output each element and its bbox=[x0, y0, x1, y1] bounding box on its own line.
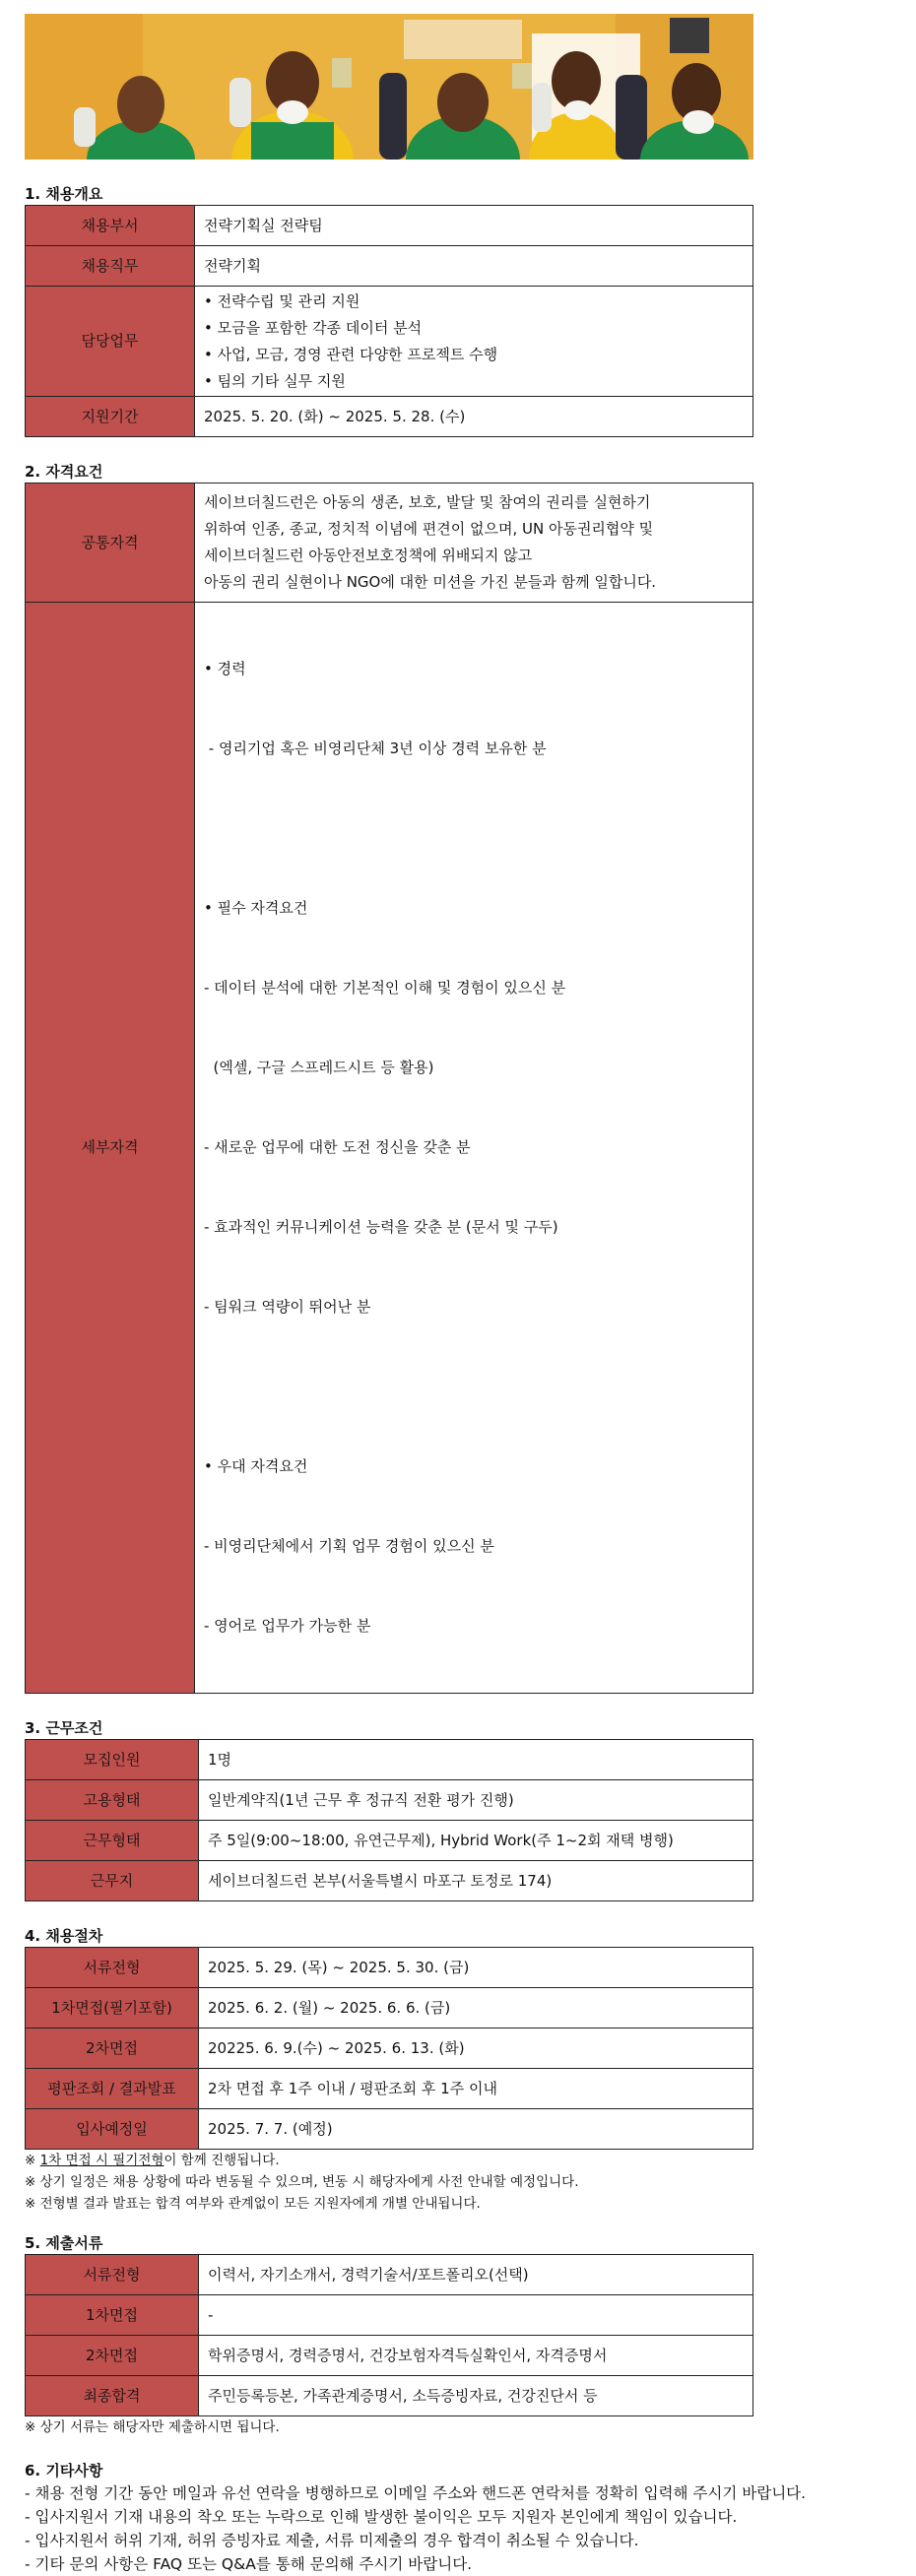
row-label: 채용부서 bbox=[26, 206, 195, 246]
row-label: 모집인원 bbox=[26, 1740, 199, 1780]
row-label: 채용직무 bbox=[26, 246, 195, 287]
list-item: • 팀의 기타 실무 지원 bbox=[204, 371, 346, 390]
common-text bbox=[195, 483, 753, 603]
table-row bbox=[26, 206, 753, 246]
row-label: 1차면접(필기포함) bbox=[26, 1988, 199, 2029]
section-title-conditions: 3. 근무조건 bbox=[25, 1719, 103, 1737]
documents-note: ※ 상기 서류는 해당자만 제출하시면 됩니다. bbox=[25, 2419, 280, 2435]
row-label: 서류전형 bbox=[26, 2255, 199, 2295]
text-line bbox=[204, 815, 744, 842]
process-table bbox=[25, 1947, 753, 2150]
misc-line: - 입사지원서 허위 기재, 허위 증빙자료 제출, 서류 미제출의 경우 합격이 취소될 수 있습니다. bbox=[25, 2532, 639, 2549]
row-value: 2025. 7. 7. (예정) bbox=[199, 2109, 753, 2150]
detail-text bbox=[195, 603, 753, 1694]
table-row bbox=[26, 483, 753, 603]
text-line: - 팀워크 역량이 뛰어난 분 bbox=[204, 1298, 371, 1316]
row-label: 공통자격 bbox=[26, 483, 195, 603]
table-row bbox=[26, 1780, 753, 1821]
table-row bbox=[26, 287, 753, 397]
misc-line: - 입사지원서 기재 내용의 착오 또는 누락으로 인해 발생한 불이익은 모두 지원자 본인에게 책임이 있습니다. bbox=[25, 2508, 738, 2526]
row-label: 지원기간 bbox=[26, 397, 195, 437]
conditions-table bbox=[25, 1739, 753, 1901]
table-row bbox=[26, 1821, 753, 1861]
row-value: 1명 bbox=[199, 1740, 753, 1780]
process-note: ※ 상기 일정은 채용 상황에 따라 변동될 수 있으며, 변동 시 해당자에게 사전 안내할 예정입니다. bbox=[25, 2174, 579, 2190]
row-label: 세부자격 bbox=[26, 603, 195, 1694]
hero-photo bbox=[25, 14, 753, 160]
table-row bbox=[26, 2255, 753, 2295]
row-label: 2차면접 bbox=[26, 2029, 199, 2069]
process-note bbox=[25, 2150, 753, 2171]
row-value: 이력서, 자기소개서, 경력기술서/포트폴리오(선택) bbox=[199, 2255, 753, 2295]
list-item: • 사업, 모금, 경영 관련 다양한 프로젝트 수행 bbox=[204, 345, 498, 363]
row-value: 세이브더칠드런 본부(서울특별시 마포구 토정로 174) bbox=[199, 1861, 753, 1901]
misc-line: - 채용 전형 기간 동안 메일과 유선 연락을 병행하므로 이메일 주소와 핸드폰 연락처를 정확히 입력해 주시기 바랍니다. bbox=[25, 2484, 807, 2502]
table-row bbox=[26, 1740, 753, 1780]
qualifications-table bbox=[25, 483, 753, 1694]
section-title-misc: 6. 기타사항 bbox=[25, 2462, 103, 2479]
text-line: - 효과적인 커뮤니케이션 능력을 갖춘 분 (문서 및 구두) bbox=[204, 1218, 558, 1236]
note-underlined: 1차 면접 시 필기전형 bbox=[39, 2153, 164, 2168]
section-title-qualifications: 2. 자격요건 bbox=[25, 463, 103, 481]
table-row bbox=[26, 2069, 753, 2109]
duty-list bbox=[195, 287, 753, 397]
documents-table bbox=[25, 2254, 753, 2416]
text-line bbox=[204, 1374, 744, 1400]
job-posting bbox=[25, 14, 807, 2576]
text-line: - 새로운 업무에 대한 도전 정신을 갖춘 분 bbox=[204, 1138, 471, 1156]
row-value: 2025. 5. 20. (화) ~ 2025. 5. 28. (수) bbox=[195, 397, 753, 437]
list-item: • 모금을 포함한 각종 데이터 분석 bbox=[204, 318, 423, 337]
row-label: 1차면접 bbox=[26, 2295, 199, 2336]
section-title-overview: 1. 채용개요 bbox=[25, 185, 103, 203]
row-value: 2025. 5. 29. (목) ~ 2025. 5. 30. (금) bbox=[199, 1948, 753, 1988]
row-value: 학위증명서, 경력증명서, 건강보험자격득실확인서, 자격증명서 bbox=[199, 2336, 753, 2376]
row-value: 일반계약직(1년 근무 후 정규직 전환 평가 진행) bbox=[199, 1780, 753, 1821]
table-row bbox=[26, 1988, 753, 2029]
row-label: 입사예정일 bbox=[26, 2109, 199, 2150]
text-line: 세이브더칠드런은 아동의 생존, 보호, 발달 및 참여의 권리를 실현하기 bbox=[204, 493, 651, 511]
text-line: 아동의 권리 실현이나 NGO에 대한 미션을 가진 분들과 함께 일합니다. bbox=[204, 573, 657, 591]
row-label: 2차면접 bbox=[26, 2336, 199, 2376]
note-text: 이 함께 진행됩니다. bbox=[164, 2153, 280, 2168]
text-line: - 데이터 분석에 대한 기본적인 이해 및 경험이 있으신 분 bbox=[204, 979, 566, 997]
misc-line: - 기타 문의 사항은 FAQ 또는 Q&A를 통해 문의해 주시기 바랍니다. bbox=[25, 2555, 473, 2573]
process-note: ※ 전형별 결과 발표는 합격 여부와 관계없이 모든 지원자에게 개별 안내됩니다. bbox=[25, 2196, 481, 2212]
table-row bbox=[26, 1861, 753, 1901]
text-line: • 경력 bbox=[204, 660, 246, 677]
row-value: 2025. 6. 2. (월) ~ 2025. 6. 6. (금) bbox=[199, 1988, 753, 2029]
section-title-documents: 5. 제출서류 bbox=[25, 2234, 103, 2252]
row-value: 전략기획 bbox=[195, 246, 753, 287]
table-row bbox=[26, 2336, 753, 2376]
row-value: - bbox=[199, 2295, 753, 2336]
text-line: • 필수 자격요건 bbox=[204, 899, 308, 917]
table-row bbox=[26, 603, 753, 1694]
text-line: - 영리기업 혹은 비영리단체 3년 이상 경력 보유한 분 bbox=[204, 740, 547, 757]
row-value: 전략기획실 전략팀 bbox=[195, 206, 753, 246]
table-row bbox=[26, 1948, 753, 1988]
table-row bbox=[26, 2109, 753, 2150]
row-value: 주민등록등본, 가족관계증명서, 소득증빙자료, 건강진단서 등 bbox=[199, 2376, 753, 2416]
text-line: - 영어로 업무가 가능한 분 bbox=[204, 1617, 371, 1635]
row-value: 주 5일(9:00~18:00, 유연근무제), Hybrid Work(주 1~2회 재택 병행) bbox=[199, 1821, 753, 1861]
text-line: (엑셀, 구글 스프레드시트 등 활용) bbox=[204, 1059, 434, 1076]
row-label: 고용형태 bbox=[26, 1780, 199, 1821]
table-row bbox=[26, 397, 753, 437]
table-row bbox=[26, 2295, 753, 2336]
text-line: 세이브더칠드런 아동안전보호정책에 위배되지 않고 bbox=[204, 547, 533, 564]
row-label: 근무지 bbox=[26, 1861, 199, 1901]
table-row bbox=[26, 2376, 753, 2416]
note-mark: ※ bbox=[25, 2153, 40, 2168]
text-line: • 우대 자격요건 bbox=[204, 1457, 308, 1475]
row-value: 20225. 6. 9.(수) ~ 2025. 6. 13. (화) bbox=[199, 2029, 753, 2069]
row-label: 최종합격 bbox=[26, 2376, 199, 2416]
list-item: • 전략수립 및 관리 지원 bbox=[204, 291, 360, 310]
text-line: 위하여 인종, 종교, 정치적 이념에 편견이 없으며, UN 아동권리협약 및 bbox=[204, 520, 654, 538]
row-label: 서류전형 bbox=[26, 1948, 199, 1988]
overview-table bbox=[25, 205, 753, 437]
row-label: 담당업무 bbox=[26, 287, 195, 397]
row-value: 2차 면접 후 1주 이내 / 평판조회 후 1주 이내 bbox=[199, 2069, 753, 2109]
row-label: 평판조회 / 결과발표 bbox=[26, 2069, 199, 2109]
text-line: - 비영리단체에서 기획 업무 경험이 있으신 분 bbox=[204, 1537, 494, 1555]
section-title-process: 4. 채용절차 bbox=[25, 1927, 103, 1945]
row-label: 근무형태 bbox=[26, 1821, 199, 1861]
children-illustration bbox=[25, 14, 753, 160]
table-row bbox=[26, 246, 753, 287]
table-row bbox=[26, 2029, 753, 2069]
